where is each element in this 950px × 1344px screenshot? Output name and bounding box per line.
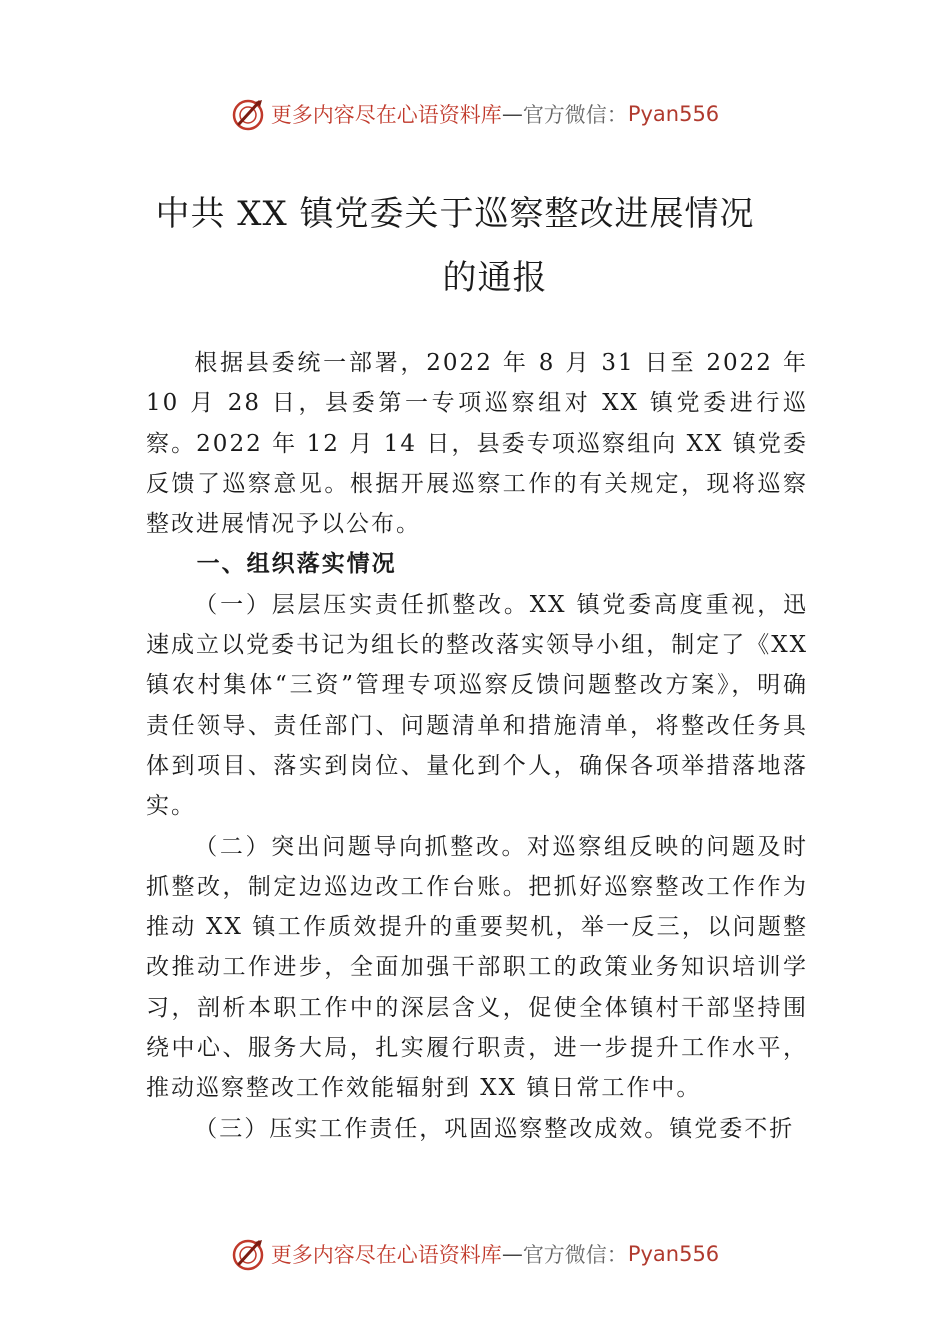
watermark-separator: —	[501, 102, 523, 126]
logo-icon	[231, 1236, 267, 1272]
watermark-wechat-label: 官方微信：	[522, 103, 628, 127]
watermark-header	[0, 94, 950, 134]
watermark-wechat-id: Pyan556	[627, 102, 720, 126]
watermark-name: 更多内容尽在心语资料库	[270, 1243, 502, 1267]
document-title-line-1: 中共 XX 镇党委关于巡察整改进展情况	[155, 194, 755, 234]
document-body	[146, 343, 808, 1149]
section-heading: 一、组织落实情况	[196, 551, 397, 578]
watermark-name: 更多内容尽在心语资料库	[270, 103, 502, 127]
watermark-wechat-id: Pyan556	[627, 1242, 720, 1266]
document-title-line-2: 的通报	[442, 258, 548, 298]
paragraph-item-1: （一）层层压实责任抓整改。XX 镇党委高度重视，迅速成立以党委书记为组长的整改落实领导小组，制定了《XX 镇农村集体“三资”管理专项巡察反馈问题整改方案》，明确 责任领导、责任部门、问题清单和措施清单，将整改任务具体到项目、落实到岗位、量化到个人，确保各项举措落地落实。	[146, 591, 808, 820]
watermark-separator: —	[501, 1242, 523, 1266]
watermark-wechat-label: 官方微信：	[522, 1243, 628, 1267]
paragraph-item-3: （三）压实工作责任，巩固巡察整改成效。镇党委不折	[194, 1115, 795, 1142]
intro-paragraph: 根据县委统一部署，2022 年 8 月 31 日至 2022 年 10 月 28 日，县委第一专项巡察组对 XX 镇党委进行巡察。2022 年 12 月 14 日，县委专项巡察组向 XX 镇党委反馈了巡察意见。根据开展巡察工作的有关规定，现将巡察整改进展情况予以公布。	[146, 350, 808, 538]
watermark-footer	[0, 1234, 950, 1274]
logo-icon	[231, 96, 267, 132]
paragraph-item-2: （二）突出问题导向抓整改。对巡察组反映的问题及时抓整改，制定边巡边改工作台账。把抓好巡察整改工作作为推动 XX 镇工作质效提升的重要契机，举一反三，以问题整改推动工作进步，全面加强干部职工的政策业务知识培训学习，剖析本职工作中的深层含义，促使全体镇村干部坚持围绕中心、服务大局，扎实履行职责，进一步提升工作水平， 推动巡察整改工作效能辐射到 XX 镇日常工作中。	[146, 833, 808, 1102]
